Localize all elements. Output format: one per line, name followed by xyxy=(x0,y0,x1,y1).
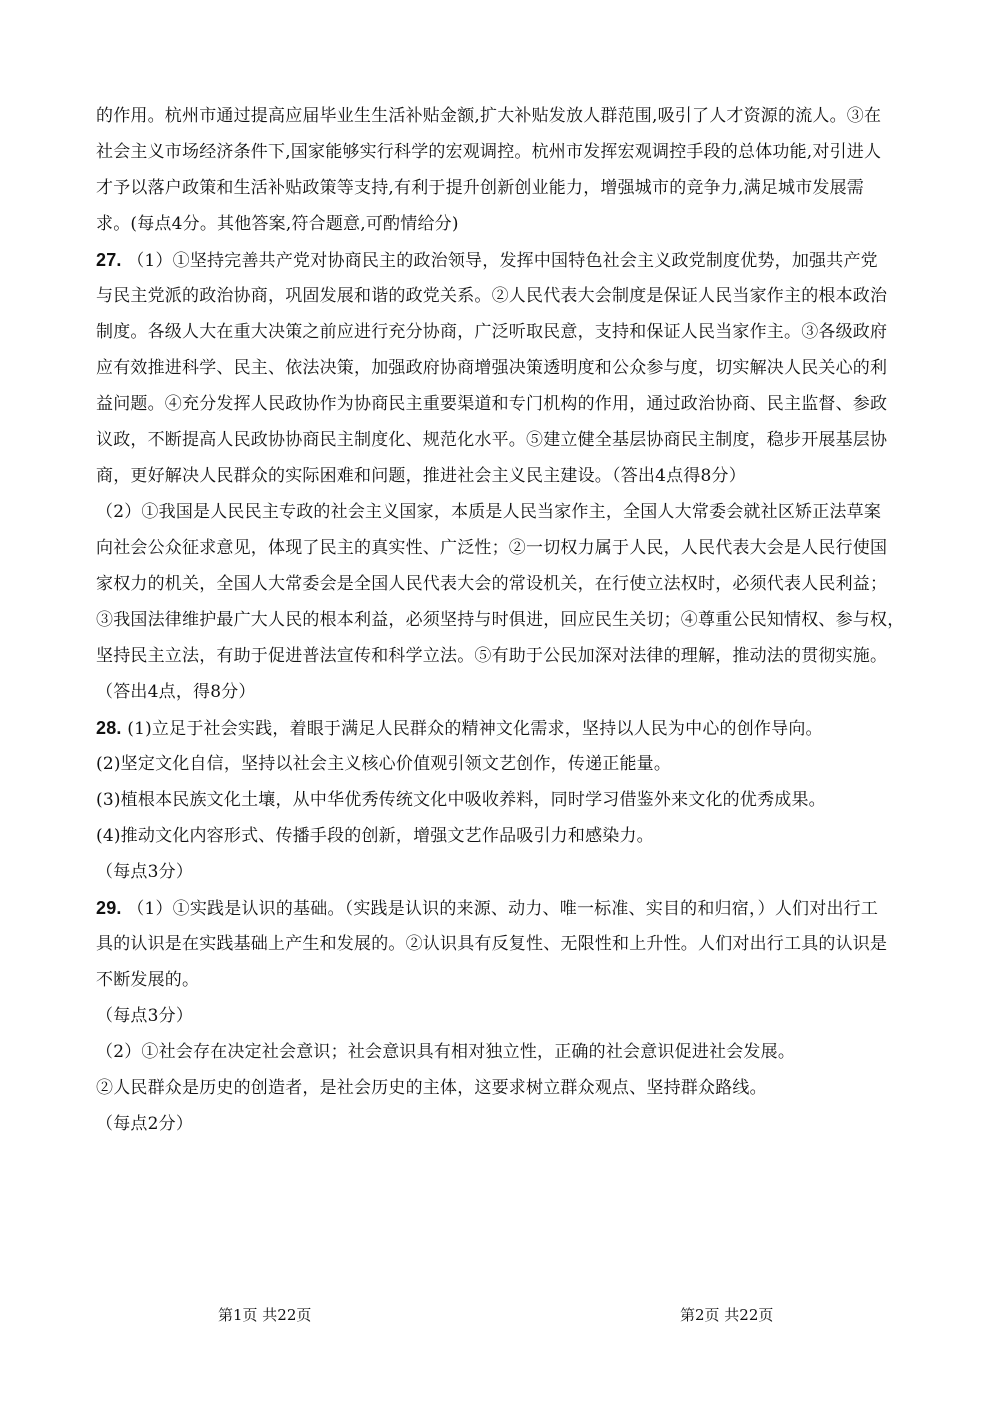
text-line xyxy=(96,854,918,890)
text-line xyxy=(96,710,918,746)
text-line xyxy=(96,494,918,530)
line-text: 向社会公众征求意见，体现了民主的真实性、广泛性；②一切权力属于人民，人民代表大会是人民行使国 xyxy=(96,538,888,558)
text-line xyxy=(96,602,918,638)
text-line xyxy=(96,98,918,134)
line-text: (4)推动文化内容形式、传播手段的创新，增强文艺作品吸引力和感染力。 xyxy=(96,826,654,846)
line-text: （答出4点，得8分） xyxy=(96,682,256,702)
line-text: （2）①我国是人民民主专政的社会主义国家，本质是人民当家作主，全国人大常委会就社区矫正法草案 xyxy=(96,502,882,522)
answer-page xyxy=(96,98,918,1142)
line-text: ③我国法律维护最广大人民的根本利益，必须坚持与时俱进，回应民生关切；④尊重公民知情权、参与权， xyxy=(96,610,905,630)
text-line xyxy=(96,278,918,314)
text-line xyxy=(96,134,918,170)
text-line xyxy=(96,1070,918,1106)
text-line xyxy=(96,926,918,962)
line-text: （1）①坚持完善共产党对协商民主的政治领导，发挥中国特色社会主义政党制度优势，加强共产党 xyxy=(127,251,878,271)
text-line xyxy=(96,638,918,674)
line-text: 社会主义市场经济条件下,国家能够实行科学的宏观调控。杭州市发挥宏观调控手段的总体功能,对引进人 xyxy=(96,142,882,162)
text-line xyxy=(96,962,918,998)
line-text: 坚持民主立法，有助于促进普法宣传和科学立法。⑤有助于公民加深对法律的理解，推动法的贯彻实施。 xyxy=(96,646,888,666)
text-line xyxy=(96,818,918,854)
line-text: （每点2分） xyxy=(96,1114,194,1134)
line-text: (1)立足于社会实践，着眼于满足人民群众的精神文化需求，坚持以人民为中心的创作导向。 xyxy=(127,719,823,739)
page-footer-right: 第2页 共22页 xyxy=(680,1306,774,1324)
text-line xyxy=(96,1106,918,1142)
text-line xyxy=(96,890,918,926)
text-line xyxy=(96,242,918,278)
text-line xyxy=(96,170,918,206)
line-text: 不断发展的。 xyxy=(96,970,200,990)
line-text: 益问题。④充分发挥人民政协作为协商民主重要渠道和专门机构的作用，通过政治协商、民主监督、参政 xyxy=(96,394,888,414)
text-line xyxy=(96,458,918,494)
text-line xyxy=(96,206,918,242)
text-line xyxy=(96,314,918,350)
text-line xyxy=(96,1034,918,1070)
text-line xyxy=(96,530,918,566)
line-text: （每点3分） xyxy=(96,862,194,882)
line-text: 应有效推进科学、民主、依法决策，加强政府协商增强决策透明度和公众参与度，切实解决人民关心的利 xyxy=(96,358,888,378)
text-line xyxy=(96,386,918,422)
text-line xyxy=(96,566,918,602)
question-number: 29. xyxy=(96,898,122,918)
line-text: (2)坚定文化自信，坚持以社会主义核心价值观引领文艺创作，传递正能量。 xyxy=(96,754,672,774)
line-text: 与民主党派的政治协商，巩固发展和谐的政党关系。②人民代表大会制度是保证人民当家作主的根本政治 xyxy=(96,286,888,306)
text-line xyxy=(96,422,918,458)
line-text: 商，更好解决人民群众的实际困难和问题，推进社会主义民主建设。（答出4点得8分） xyxy=(96,466,746,486)
question-number: 28. xyxy=(96,718,122,738)
line-text: 的作用。杭州市通过提高应届毕业生生活补贴金额,扩大补贴发放人群范围,吸引了人才资源的流人。③在 xyxy=(96,106,882,126)
page-footer-left: 第1页 共22页 xyxy=(218,1306,312,1324)
line-text: 具的认识是在实践基础上产生和发展的。②认识具有反复性、无限性和上升性。人们对出行工具的认识是 xyxy=(96,934,888,954)
line-text: (3)植根本民族文化土壤，从中华优秀传统文化中吸收养料，同时学习借鉴外来文化的优秀成果。 xyxy=(96,790,826,810)
line-text: （每点3分） xyxy=(96,1006,194,1026)
line-text: （1）①实践是认识的基础。（实践是认识的来源、动力、唯一标准、实目的和归宿，）人们对出行工 xyxy=(127,899,879,919)
line-text: 家权力的机关，全国人大常委会是全国人民代表大会的常设机关，在行使立法权时，必须代表人民利益； xyxy=(96,574,888,594)
question-number: 27. xyxy=(96,250,122,270)
text-line xyxy=(96,746,918,782)
text-line xyxy=(96,998,918,1034)
line-text: 求。(每点4分。其他答案,符合题意,可酌情给分) xyxy=(96,214,459,234)
line-text: ②人民群众是历史的创造者，是社会历史的主体，这要求树立群众观点、坚持群众路线。 xyxy=(96,1078,767,1098)
text-line xyxy=(96,782,918,818)
line-text: 议政，不断提高人民政协协商民主制度化、规范化水平。⑤建立健全基层协商民主制度，稳步开展基层协 xyxy=(96,430,888,450)
text-line xyxy=(96,350,918,386)
line-text: （2）①社会存在决定社会意识；社会意识具有相对独立性，正确的社会意识促进社会发展。 xyxy=(96,1042,796,1062)
line-text: 才予以落户政策和生活补贴政策等支持,有利于提升创新创业能力，增强城市的竞争力,满足城市发展需 xyxy=(96,178,865,198)
line-text: 制度。各级人大在重大决策之前应进行充分协商，广泛听取民意，支持和保证人民当家作主。③各级政府 xyxy=(96,322,888,342)
text-line xyxy=(96,674,918,710)
